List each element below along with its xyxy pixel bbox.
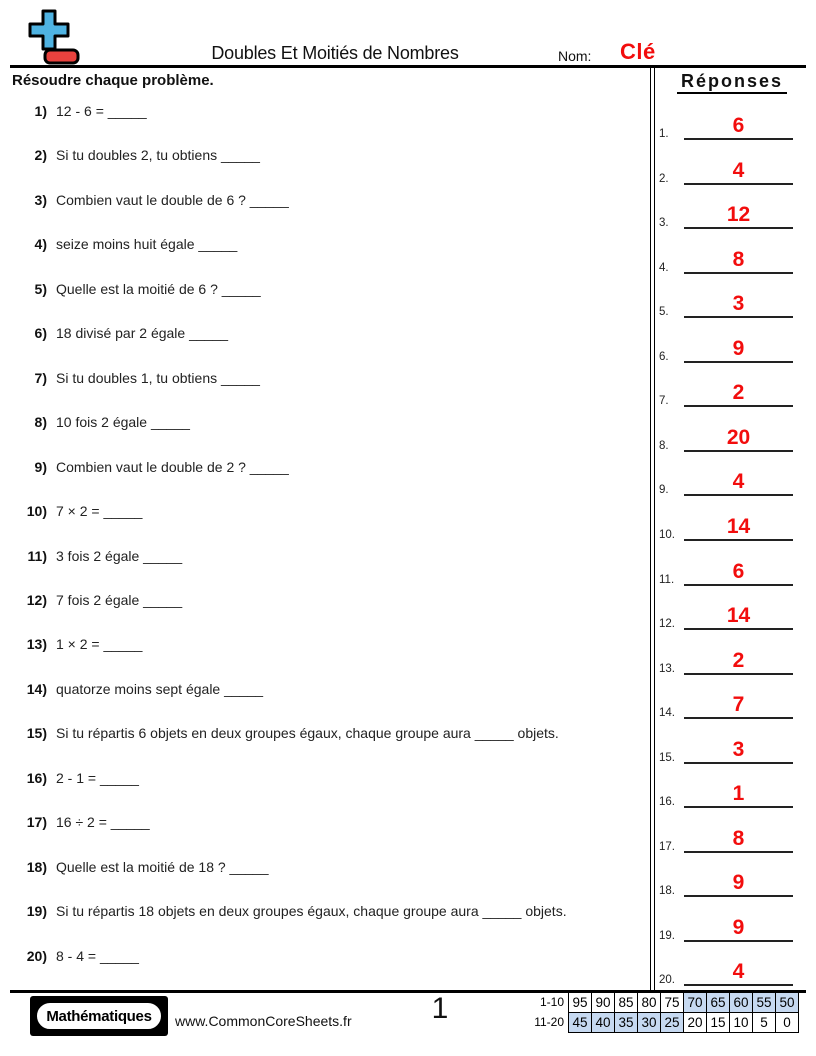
problem-row <box>0 948 644 964</box>
problem-text: 12 - 6 = _____ <box>56 103 147 119</box>
answer-row <box>656 772 806 808</box>
plus-icon <box>30 11 68 49</box>
grading-score-cell: 15 <box>707 1013 730 1033</box>
answer-value: 3 <box>732 292 745 316</box>
problem-row <box>0 725 644 741</box>
answer-number: 7. <box>659 395 669 408</box>
answer-blank-line <box>684 673 793 675</box>
answer-number: 8. <box>659 439 669 452</box>
problem-number: 13) <box>26 636 47 653</box>
answer-number: 6. <box>659 350 669 363</box>
problem-number: 11) <box>27 547 47 564</box>
grading-score-cell: 55 <box>753 993 776 1013</box>
answer-value: 8 <box>732 826 745 850</box>
answers-column-title: Réponses <box>658 71 806 92</box>
answer-value: 3 <box>732 737 745 761</box>
instructions-text: Résoudre chaque problème. <box>12 72 214 89</box>
problem-row <box>0 192 644 208</box>
problem-text: 1 × 2 = _____ <box>56 636 143 653</box>
problem-text: 8 - 4 = _____ <box>56 947 139 964</box>
problem-row <box>0 103 644 119</box>
grading-range-label: 1-10 <box>524 993 569 1013</box>
grading-score-cell: 45 <box>569 1013 592 1033</box>
problem-number: 19) <box>26 903 47 920</box>
answer-blank-line <box>684 227 793 229</box>
problem-text: Si tu répartis 6 objets en deux groupes égaux, chaque groupe aura _____ objets. <box>56 725 559 742</box>
answer-number: 1. <box>659 128 669 140</box>
answer-number: 16. <box>659 796 675 809</box>
answer-row <box>656 371 806 407</box>
page-title: Doubles Et Moitiés de Nombres <box>211 43 459 63</box>
answer-blank-line <box>684 361 793 363</box>
answer-value: 7 <box>732 693 745 717</box>
name-label: Nom: <box>558 48 592 64</box>
grading-score-cell: 50 <box>776 993 799 1013</box>
answer-blank-line <box>684 806 793 808</box>
answer-blank-line <box>684 272 793 274</box>
answer-blank-line <box>684 895 793 897</box>
problem-number: 9) <box>34 458 47 475</box>
grading-score-cell: 35 <box>615 1013 638 1033</box>
problem-number: 16) <box>26 769 47 786</box>
answer-row <box>656 906 806 942</box>
answer-row <box>656 282 806 318</box>
answer-number: 15. <box>659 751 675 764</box>
brand-label: Mathématiques <box>35 1001 163 1031</box>
problem-row <box>0 281 644 297</box>
grading-score-cell: 60 <box>730 993 753 1013</box>
problem-text: Combien vaut le double de 2 ? _____ <box>56 458 289 475</box>
problem-row <box>0 903 644 919</box>
answer-row <box>656 639 806 675</box>
problem-text: seize moins huit égale _____ <box>56 236 238 253</box>
grading-table-row <box>524 993 799 1013</box>
grading-range-label: 11-20 <box>524 1013 569 1033</box>
problem-number: 5) <box>34 280 47 297</box>
problem-row <box>0 414 644 430</box>
problem-number: 20) <box>26 947 47 964</box>
problem-number: 6) <box>34 325 47 342</box>
answer-value: 1 <box>732 782 745 806</box>
problem-row <box>0 459 644 475</box>
answer-row <box>656 104 806 140</box>
answer-row <box>656 728 806 764</box>
problem-number: 14) <box>26 680 47 697</box>
answer-number: 9. <box>659 484 669 497</box>
problem-row <box>0 636 644 652</box>
grading-score-cell: 30 <box>638 1013 661 1033</box>
answer-number: 17. <box>659 840 675 853</box>
answer-value: 2 <box>732 648 745 672</box>
answer-blank-line <box>684 539 793 541</box>
answer-value: 4 <box>732 960 745 984</box>
problem-text: quatorze moins sept égale _____ <box>56 680 264 697</box>
answer-value: 14 <box>726 514 751 538</box>
minus-icon <box>45 50 78 63</box>
answer-blank-line <box>684 940 793 942</box>
answer-value: 20 <box>726 425 751 449</box>
problem-text: 7 × 2 = _____ <box>56 503 143 520</box>
problem-row <box>0 325 644 341</box>
problem-row <box>0 236 644 252</box>
answer-value: 2 <box>732 381 745 405</box>
answer-blank-line <box>684 183 793 185</box>
problem-number: 15) <box>26 725 47 742</box>
problem-row <box>0 370 644 386</box>
answer-number: 14. <box>659 707 675 720</box>
problem-number: 1) <box>34 103 47 119</box>
grading-score-cell: 10 <box>730 1013 753 1033</box>
answer-value: 8 <box>732 247 745 271</box>
answer-row <box>656 327 806 363</box>
problem-row <box>0 592 644 608</box>
grading-score-cell: 90 <box>592 993 615 1013</box>
answer-number: 3. <box>659 217 669 230</box>
answer-value: 9 <box>732 336 745 360</box>
problem-text: 10 fois 2 égale _____ <box>56 414 190 431</box>
grading-score-cell: 80 <box>638 993 661 1013</box>
answer-row <box>656 594 806 630</box>
problem-row <box>0 681 644 697</box>
answer-row <box>656 193 806 229</box>
answer-number: 12. <box>659 618 675 631</box>
answer-number: 18. <box>659 885 675 898</box>
answer-number: 11. <box>659 573 675 586</box>
answer-row <box>656 149 806 185</box>
answer-blank-line <box>684 138 793 140</box>
problem-row <box>0 859 644 875</box>
answer-value: 6 <box>732 114 745 137</box>
answer-row <box>656 950 806 986</box>
problem-number: 4) <box>34 236 47 253</box>
problem-text: Si tu répartis 18 objets en deux groupes égaux, chaque groupe aura _____ objets. <box>56 903 567 920</box>
problem-text: Si tu doubles 2, tu obtiens _____ <box>56 147 260 164</box>
answer-value: 12 <box>726 203 751 227</box>
answer-blank-line <box>684 450 793 452</box>
problem-number: 8) <box>34 414 47 431</box>
answer-number: 19. <box>659 929 675 942</box>
answer-row <box>656 238 806 274</box>
answers-column-divider <box>650 68 655 993</box>
problem-number: 7) <box>34 369 47 386</box>
answer-blank-line <box>684 851 793 853</box>
answer-number: 2. <box>659 172 669 185</box>
answer-value: 4 <box>732 158 745 182</box>
grading-score-cell: 85 <box>615 993 638 1013</box>
problem-row <box>0 548 644 564</box>
grading-score-cell: 75 <box>661 993 684 1013</box>
problem-number: 18) <box>26 858 47 875</box>
problem-text: 3 fois 2 égale _____ <box>56 547 183 564</box>
grading-score-cell: 70 <box>684 993 707 1013</box>
plus-minus-logo-icon <box>18 5 82 69</box>
answer-value: 9 <box>732 915 745 939</box>
answer-value: 6 <box>732 559 745 583</box>
problem-text: 18 divisé par 2 égale _____ <box>56 325 229 342</box>
problem-number: 17) <box>26 814 47 831</box>
grading-score-cell: 40 <box>592 1013 615 1033</box>
problem-text: Si tu doubles 1, tu obtiens _____ <box>56 369 260 386</box>
grading-score-cell: 5 <box>753 1013 776 1033</box>
problem-row <box>0 503 644 519</box>
grading-score-cell: 0 <box>776 1013 799 1033</box>
grading-table-row <box>524 1013 799 1033</box>
answer-row <box>656 550 806 586</box>
problem-text: Quelle est la moitié de 18 ? _____ <box>56 858 269 875</box>
grading-score-cell: 25 <box>661 1013 684 1033</box>
answer-blank-line <box>684 984 793 986</box>
answer-blank-line <box>684 316 793 318</box>
answer-blank-line <box>684 494 793 496</box>
answer-value: 4 <box>732 470 745 494</box>
answer-number: 13. <box>659 662 675 675</box>
answer-row <box>656 683 806 719</box>
problem-row <box>0 147 644 163</box>
answer-number: 20. <box>659 974 675 987</box>
page-number: 1 <box>431 992 449 1025</box>
header-divider-line <box>10 65 806 68</box>
answer-blank-line <box>684 405 793 407</box>
grading-score-cell: 65 <box>707 993 730 1013</box>
problem-text: 16 ÷ 2 = _____ <box>56 814 150 831</box>
problem-text: Combien vaut le double de 6 ? _____ <box>56 191 289 208</box>
answer-blank-line <box>684 717 793 719</box>
problem-number: 12) <box>26 591 47 608</box>
problem-text: 7 fois 2 égale _____ <box>56 591 183 608</box>
answer-blank-line <box>684 628 793 630</box>
name-value-key: Clé <box>620 39 656 64</box>
answer-row <box>656 817 806 853</box>
answer-number: 10. <box>659 528 675 541</box>
problem-row <box>0 814 644 830</box>
problem-number: 2) <box>34 147 47 164</box>
brand-badge <box>30 996 168 1036</box>
answer-value: 9 <box>732 871 745 895</box>
problem-text: Quelle est la moitié de 6 ? _____ <box>56 280 261 297</box>
answer-row <box>656 505 806 541</box>
answer-blank-line <box>684 584 793 586</box>
problem-number: 10) <box>26 503 47 520</box>
grading-score-cell: 20 <box>684 1013 707 1033</box>
problem-text: 2 - 1 = _____ <box>56 769 139 786</box>
answer-row <box>656 460 806 496</box>
answer-number: 5. <box>659 306 669 319</box>
answer-row <box>656 416 806 452</box>
problem-number: 3) <box>34 191 47 208</box>
answer-row <box>656 861 806 897</box>
grading-score-cell: 95 <box>569 993 592 1013</box>
answer-value: 14 <box>726 604 751 628</box>
website-url: www.CommonCoreSheets.fr <box>175 1013 352 1029</box>
grading-table <box>524 992 799 1033</box>
answer-number: 4. <box>659 261 669 274</box>
problem-row <box>0 770 644 786</box>
answer-blank-line <box>684 762 793 764</box>
